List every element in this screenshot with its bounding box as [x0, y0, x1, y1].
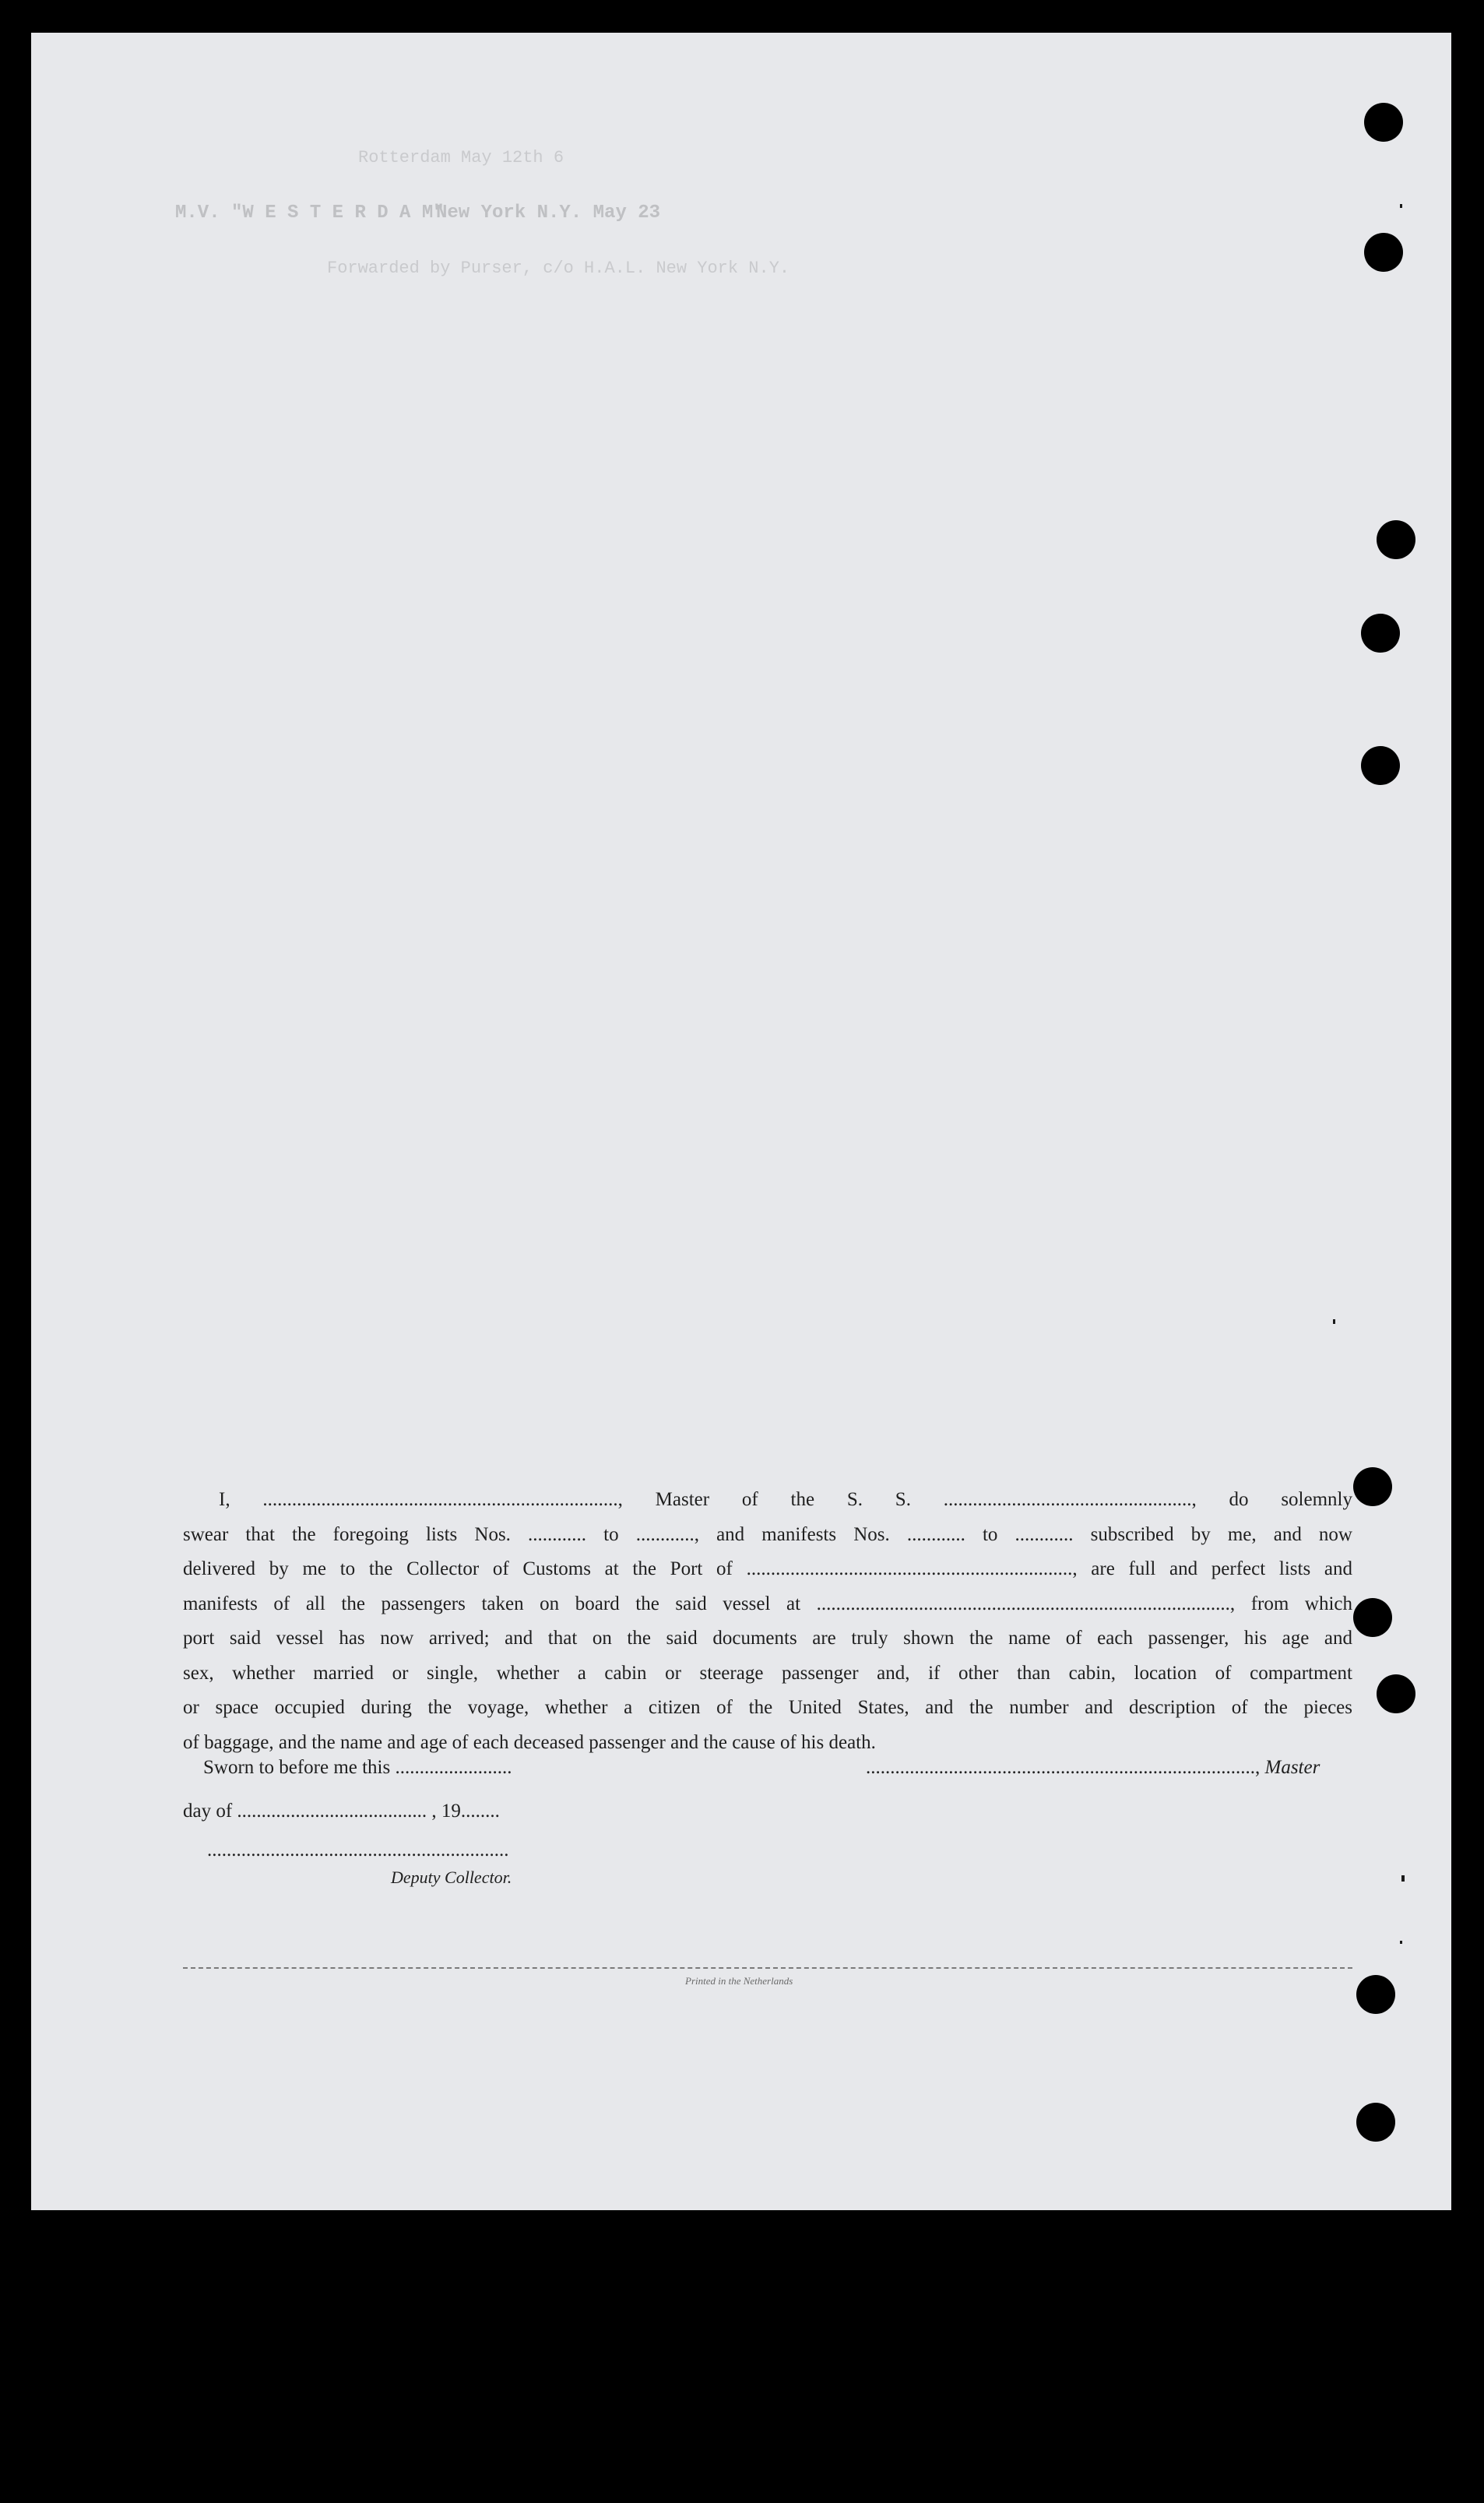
- ink-speck: [1400, 204, 1402, 208]
- ink-speck: [1400, 1941, 1402, 1944]
- oath-line: delivered by me to the Collector of Customs at the Port of ..................................................................., are full and perfect lists and: [183, 1558, 1352, 1579]
- master-label: Master: [1264, 1757, 1320, 1778]
- day-row: day of ....................................... , 19........: [183, 1801, 500, 1822]
- punch-hole-7: [1353, 1598, 1392, 1637]
- sworn-label: Sworn to before me this ........................: [203, 1757, 512, 1778]
- punch-hole-8: [1377, 1674, 1415, 1713]
- punch-hole-9: [1356, 1975, 1395, 2014]
- ink-speck: [1401, 1875, 1405, 1882]
- ghost-row-3: Forwarded by Purser, c/o H.A.L. New York N.Y.: [327, 259, 790, 278]
- ghost-row-1: Rotterdam May 12th 6: [358, 148, 564, 167]
- master-signature-line: ................................................................................, Master: [866, 1757, 1320, 1778]
- printed-in-label: Printed in the Netherlands: [685, 1975, 793, 1987]
- ink-speck: [1333, 1319, 1335, 1324]
- oath-paragraph: [183, 1483, 1352, 1760]
- oath-line: of baggage, and the name and age of each deceased passenger and the cause of his death.: [183, 1731, 876, 1753]
- punch-hole-4: [1361, 614, 1400, 653]
- oath-line: swear that the foregoing lists Nos. ............ to ............, and manifests Nos. ............ to ............ subscribed by me, and now: [183, 1523, 1352, 1545]
- ghost-vessel-name: M.V. "W E S T E R D A M": [175, 202, 445, 224]
- ghost-row-2: New York N.Y. May 23: [436, 202, 661, 224]
- oath-line: or space occupied during the voyage, whether a citizen of the United States, and the number and description of the pieces: [183, 1697, 1352, 1718]
- punch-hole-6: [1353, 1467, 1392, 1506]
- deputy-collector-label: Deputy Collector.: [391, 1868, 512, 1887]
- punch-hole-10: [1356, 2103, 1395, 2142]
- oath-line: port said vessel has now arrived; and that on the said documents are truly shown the name of each passenger, his age and: [183, 1628, 1352, 1649]
- oath-line: I, ........................................................................., Master of the S. S. ..................................................., do solemnly: [219, 1489, 1352, 1510]
- punch-hole-3: [1377, 520, 1415, 559]
- deputy-signature-line: ..............................................................: [207, 1839, 509, 1861]
- oath-line: sex, whether married or single, whether a cabin or steerage passenger and, if other than cabin, location of compartment: [183, 1662, 1352, 1684]
- punch-hole-2: [1364, 233, 1403, 272]
- punch-hole-5: [1361, 746, 1400, 785]
- document-sheet: [31, 33, 1451, 2210]
- footer-rule: [183, 1967, 1352, 1969]
- punch-hole-1: [1364, 103, 1403, 142]
- oath-line: manifests of all the passengers taken on board the said vessel at ....................................................................................., from which: [183, 1593, 1352, 1614]
